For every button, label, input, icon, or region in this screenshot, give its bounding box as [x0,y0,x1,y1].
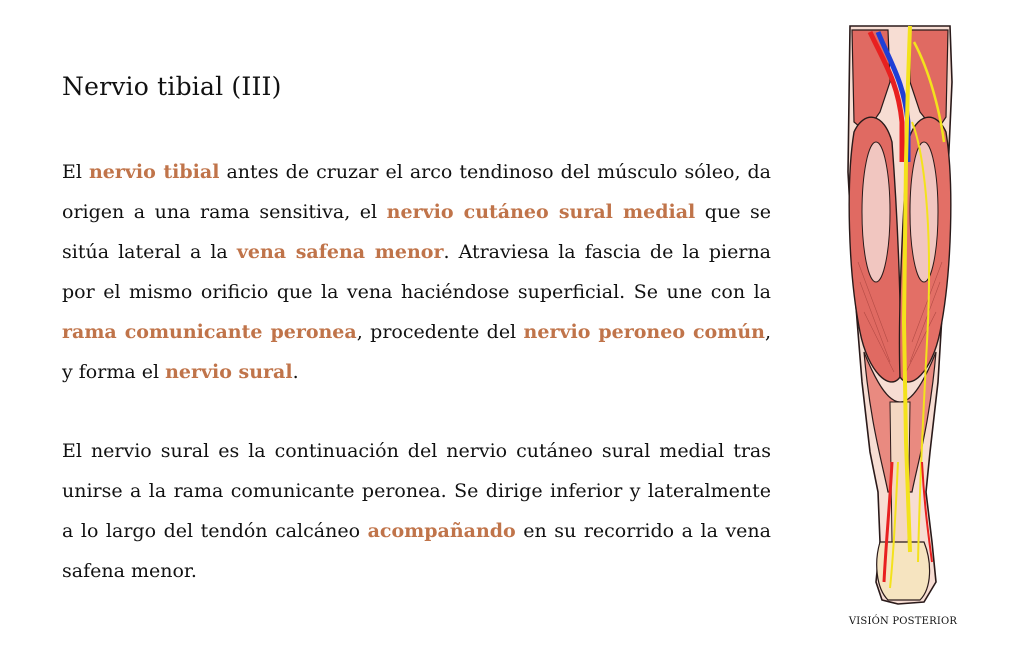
figure-caption: VISIÓN POSTERIOR [848,616,958,627]
text-segment: , procedente del [356,321,524,343]
text-segment: El nervio sural es la continuación del nervio cutáneo sural medial tras unirse a la rama comunicante peronea. Se dirige inferior y lateralmente a lo largo del tendón calcáneo [62,440,771,542]
paragraph-sural-nerve [62,431,771,591]
posterior-leg-anatomy-illustration [840,22,960,606]
highlight-vena-safena-menor: vena safena menor [236,241,444,263]
highlight-rama-comunicante-peronea: rama comunicante peronea [62,321,357,343]
highlight-nervio-tibial: nervio tibial [88,161,220,183]
page-title: Nervio tibial (III) [62,72,282,101]
text-segment: . Atraviesa la fascia de la pierna por el mismo orificio que la vena haciéndose superficial. Se une con la [62,241,772,303]
text-segment: en su recorrido a la vena safena menor. [62,520,771,582]
text-segment: El [62,161,89,183]
aponeurosis-medial [862,142,890,282]
aponeurosis-lateral [910,142,938,282]
paragraph-tibial-nerve [62,152,771,392]
text-segment: . [292,361,299,383]
text-segment: , y forma el [62,321,771,383]
text-segment: antes de cruzar el arco tendinoso del músculo sóleo, da origen a una rama sensitiva, el [62,161,771,223]
text-segment: que se sitúa lateral a la [62,201,771,263]
highlight-nervio-peroneo-comun: nervio peroneo común [523,321,765,343]
highlight-nervio-cutaneo-sural-medial: nervio cutáneo sural medial [386,201,696,223]
highlight-nervio-sural: nervio sural [165,361,293,383]
highlight-acompanando: acompañando [367,520,516,542]
